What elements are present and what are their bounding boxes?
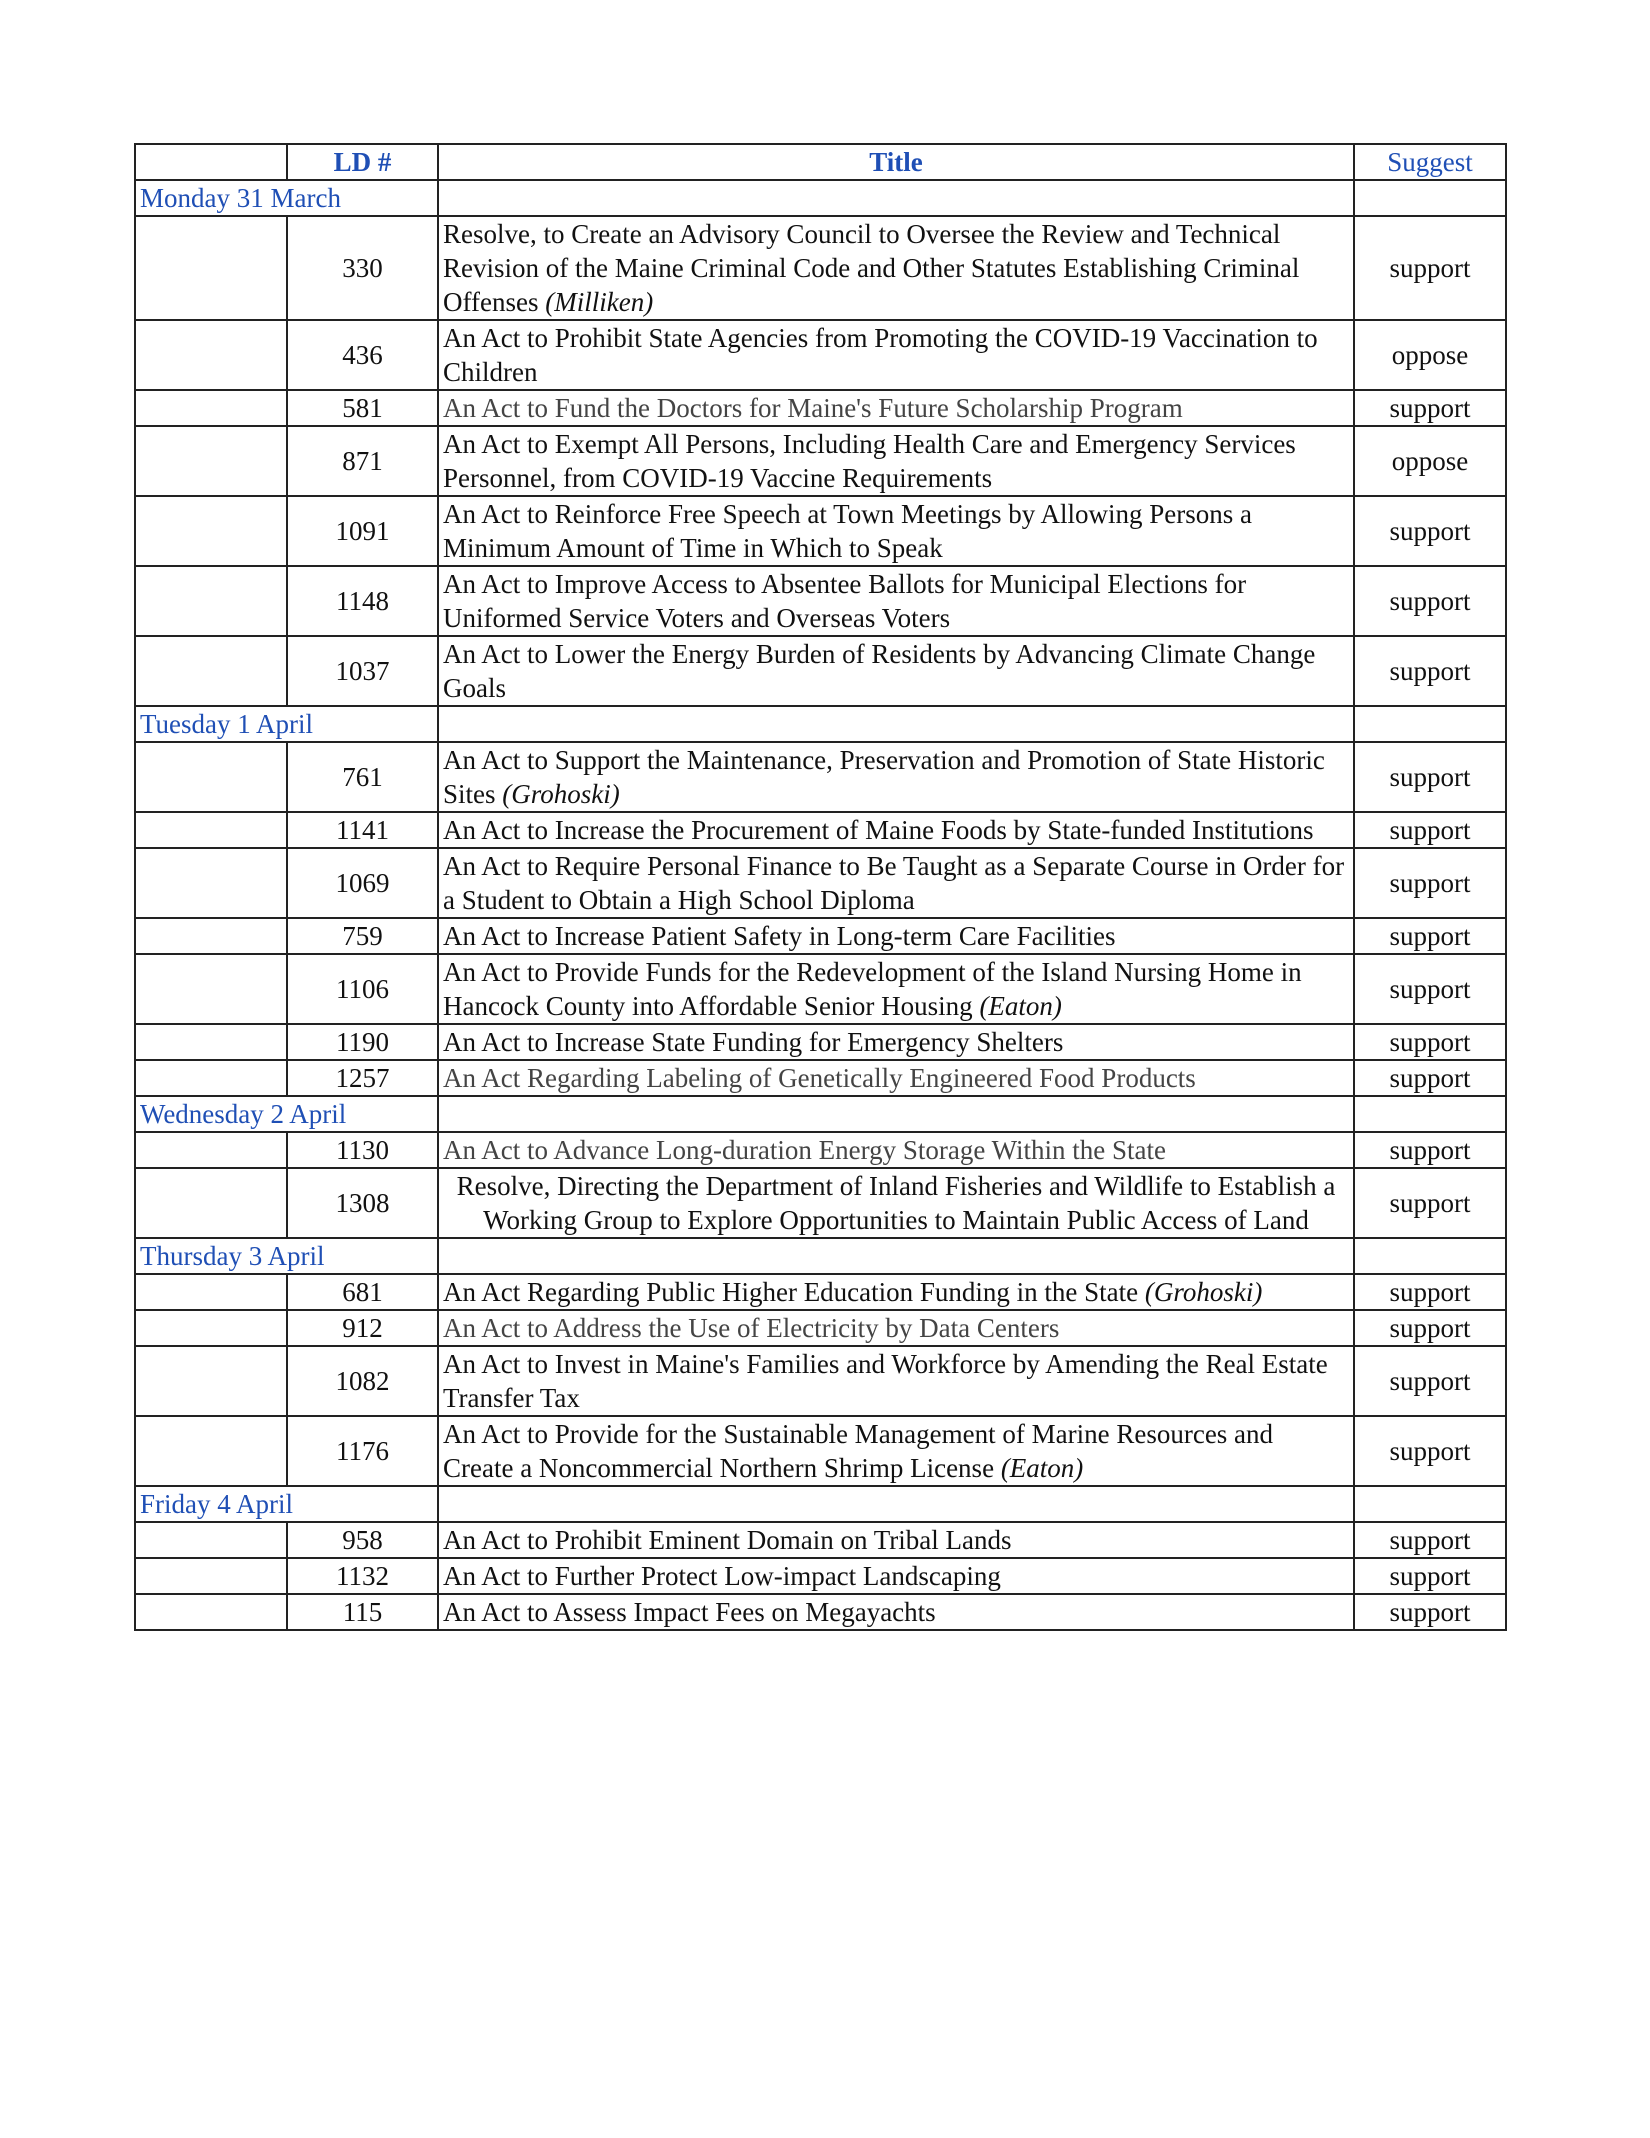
bill-title: An Act to Address the Use of Electricity by Data Centers <box>443 1313 1060 1343</box>
empty-cell <box>135 320 287 390</box>
bill-row <box>135 1522 1506 1558</box>
bill-suggestion: support <box>1354 1522 1506 1558</box>
bill-ld-number: 958 <box>287 1522 438 1558</box>
empty-cell <box>135 1594 287 1630</box>
day-row <box>135 1096 1506 1132</box>
bill-suggestion: support <box>1354 848 1506 918</box>
empty-cell <box>135 636 287 706</box>
bill-title-cell <box>438 320 1354 390</box>
day-label: Thursday 3 April <box>135 1238 438 1274</box>
bill-title: An Act to Increase Patient Safety in Long-term Care Facilities <box>443 921 1116 951</box>
bill-title-cell <box>438 848 1354 918</box>
bill-row <box>135 390 1506 426</box>
empty-cell <box>135 390 287 426</box>
bill-sponsor: (Eaton) <box>979 991 1062 1021</box>
bill-title: An Act to Further Protect Low-impact Landscaping <box>443 1561 1001 1591</box>
empty-cell <box>135 1274 287 1310</box>
empty-cell <box>135 566 287 636</box>
day-row <box>135 1486 1506 1522</box>
bill-title: An Act to Provide Funds for the Redevelopment of the Island Nursing Home in Hancock County into Affordable Senior Housing <box>443 957 1302 1021</box>
bill-suggestion: support <box>1354 496 1506 566</box>
empty-cell <box>135 918 287 954</box>
bill-ld-number: 759 <box>287 918 438 954</box>
bill-suggestion: support <box>1354 742 1506 812</box>
bill-suggestion: support <box>1354 1132 1506 1168</box>
empty-cell <box>1354 706 1506 742</box>
bill-row <box>135 1168 1506 1238</box>
bill-row <box>135 848 1506 918</box>
bill-title: An Act to Provide for the Sustainable Management of Marine Resources and Create a Noncommercial Northern Shrimp License <box>443 1419 1274 1483</box>
bill-ld-number: 1106 <box>287 954 438 1024</box>
bill-ld-number: 1069 <box>287 848 438 918</box>
bill-row <box>135 496 1506 566</box>
bill-suggestion: support <box>1354 566 1506 636</box>
bill-suggestion: oppose <box>1354 320 1506 390</box>
empty-cell <box>1354 1238 1506 1274</box>
bill-ld-number: 581 <box>287 390 438 426</box>
bill-ld-number: 1082 <box>287 1346 438 1416</box>
bill-row <box>135 954 1506 1024</box>
bill-row <box>135 1594 1506 1630</box>
bill-row <box>135 1060 1506 1096</box>
bill-row <box>135 1274 1506 1310</box>
bill-suggestion: support <box>1354 1274 1506 1310</box>
empty-cell <box>135 1346 287 1416</box>
bill-title-cell <box>438 1024 1354 1060</box>
bill-title-cell <box>438 496 1354 566</box>
bill-title: An Act to Fund the Doctors for Maine's Future Scholarship Program <box>443 393 1183 423</box>
day-label: Tuesday 1 April <box>135 706 438 742</box>
day-row <box>135 706 1506 742</box>
bill-row <box>135 426 1506 496</box>
bill-ld-number: 761 <box>287 742 438 812</box>
bill-ld-number: 1037 <box>287 636 438 706</box>
bill-title-cell <box>438 1522 1354 1558</box>
bill-row <box>135 1132 1506 1168</box>
header-day-cell <box>135 144 287 180</box>
empty-cell <box>135 1416 287 1486</box>
bill-title-cell <box>438 1416 1354 1486</box>
bill-row <box>135 1558 1506 1594</box>
bill-sponsor: (Milliken) <box>545 287 654 317</box>
bill-title: An Act to Prohibit State Agencies from Promoting the COVID-19 Vaccination to Children <box>443 323 1318 387</box>
bill-row <box>135 1416 1506 1486</box>
bill-ld-number: 1148 <box>287 566 438 636</box>
bill-ld-number: 871 <box>287 426 438 496</box>
day-row <box>135 1238 1506 1274</box>
bill-suggestion: support <box>1354 1416 1506 1486</box>
bill-title-cell <box>438 1594 1354 1630</box>
bill-title: An Act to Invest in Maine's Families and Workforce by Amending the Real Estate Transfer Tax <box>443 1349 1328 1413</box>
empty-cell <box>135 1168 287 1238</box>
bill-suggestion: support <box>1354 390 1506 426</box>
empty-cell <box>1354 180 1506 216</box>
bills-body <box>135 180 1506 1630</box>
empty-cell <box>135 1558 287 1594</box>
bill-title-cell <box>438 636 1354 706</box>
empty-cell <box>135 496 287 566</box>
bill-title: An Act to Require Personal Finance to Be Taught as a Separate Course in Order for a Student to Obtain a High School Diploma <box>443 851 1345 915</box>
bill-title-cell <box>438 1132 1354 1168</box>
bill-title-cell <box>438 1168 1354 1238</box>
bill-ld-number: 330 <box>287 216 438 320</box>
header-ld: LD # <box>287 144 438 180</box>
bill-title: An Act to Improve Access to Absentee Ballots for Municipal Elections for Uniformed Service Voters and Overseas Voters <box>443 569 1247 633</box>
day-row <box>135 180 1506 216</box>
bill-title-cell <box>438 742 1354 812</box>
bill-title: An Act to Lower the Energy Burden of Residents by Advancing Climate Change Goals <box>443 639 1316 703</box>
bill-suggestion: support <box>1354 1558 1506 1594</box>
bill-title-cell <box>438 1346 1354 1416</box>
bill-suggestion: support <box>1354 216 1506 320</box>
bill-row <box>135 636 1506 706</box>
bill-title-cell <box>438 954 1354 1024</box>
bill-ld-number: 1132 <box>287 1558 438 1594</box>
bill-title: Resolve, Directing the Department of Inland Fisheries and Wildlife to Establish a Working Group to Explore Opportunities to Maintain Public Access of Land <box>456 1171 1336 1235</box>
bill-title: An Act to Prohibit Eminent Domain on Tribal Lands <box>443 1525 1012 1555</box>
bill-suggestion: support <box>1354 812 1506 848</box>
bill-ld-number: 1308 <box>287 1168 438 1238</box>
bill-suggestion: support <box>1354 954 1506 1024</box>
bill-title-cell <box>438 216 1354 320</box>
bill-suggestion: support <box>1354 1168 1506 1238</box>
empty-cell <box>135 1024 287 1060</box>
bill-suggestion: oppose <box>1354 426 1506 496</box>
bill-title-cell <box>438 812 1354 848</box>
bill-ld-number: 1130 <box>287 1132 438 1168</box>
empty-cell <box>135 1060 287 1096</box>
bill-row <box>135 566 1506 636</box>
bill-suggestion: support <box>1354 636 1506 706</box>
bill-title: An Act to Support the Maintenance, Preservation and Promotion of State Historic Sites <box>443 745 1325 809</box>
header-title: Title <box>438 144 1354 180</box>
bill-ld-number: 1257 <box>287 1060 438 1096</box>
bill-sponsor: (Grohoski) <box>502 779 620 809</box>
bill-row <box>135 216 1506 320</box>
bill-title-cell <box>438 918 1354 954</box>
bill-sponsor: (Grohoski) <box>1144 1277 1263 1307</box>
bill-title: An Act to Advance Long-duration Energy Storage Within the State <box>443 1135 1167 1165</box>
bill-row <box>135 1346 1506 1416</box>
empty-cell <box>135 1132 287 1168</box>
bill-title-cell <box>438 1060 1354 1096</box>
bill-title: An Act to Exempt All Persons, Including Health Care and Emergency Services Personnel, from COVID-19 Vaccine Requirements <box>443 429 1296 493</box>
bill-row <box>135 812 1506 848</box>
bill-title: An Act Regarding Public Higher Education Funding in the State <box>443 1277 1139 1307</box>
bill-suggestion: support <box>1354 1310 1506 1346</box>
bill-ld-number: 1176 <box>287 1416 438 1486</box>
bill-row <box>135 1310 1506 1346</box>
empty-cell <box>135 1522 287 1558</box>
empty-cell <box>438 180 1354 216</box>
bill-ld-number: 1141 <box>287 812 438 848</box>
bill-title-cell <box>438 1310 1354 1346</box>
empty-cell <box>1354 1486 1506 1522</box>
bill-ld-number: 912 <box>287 1310 438 1346</box>
bill-ld-number: 115 <box>287 1594 438 1630</box>
bill-suggestion: support <box>1354 1594 1506 1630</box>
empty-cell <box>135 848 287 918</box>
bill-title-cell <box>438 1274 1354 1310</box>
bill-title: An Act to Increase the Procurement of Maine Foods by State-funded Institutions <box>443 815 1314 845</box>
day-label: Friday 4 April <box>135 1486 438 1522</box>
day-label: Monday 31 March <box>135 180 438 216</box>
header-row <box>135 144 1506 180</box>
bill-suggestion: support <box>1354 918 1506 954</box>
empty-cell <box>1354 1096 1506 1132</box>
bill-row <box>135 1024 1506 1060</box>
header-suggest: Suggest <box>1354 144 1506 180</box>
empty-cell <box>135 426 287 496</box>
bill-title-cell <box>438 426 1354 496</box>
bill-suggestion: support <box>1354 1346 1506 1416</box>
bill-title: An Act to Increase State Funding for Emergency Shelters <box>443 1027 1064 1057</box>
bill-title-cell <box>438 566 1354 636</box>
bill-ld-number: 1091 <box>287 496 438 566</box>
bill-row <box>135 918 1506 954</box>
empty-cell <box>438 1238 1354 1274</box>
empty-cell <box>135 812 287 848</box>
bill-ld-number: 436 <box>287 320 438 390</box>
empty-cell <box>135 1310 287 1346</box>
day-label: Wednesday 2 April <box>135 1096 438 1132</box>
empty-cell <box>438 1096 1354 1132</box>
bill-title-cell <box>438 390 1354 426</box>
bill-title: Resolve, to Create an Advisory Council to Oversee the Review and Technical Revision of the Maine Criminal Code and Other Statutes Establishing Criminal Offenses <box>443 219 1300 317</box>
bills-table <box>134 143 1507 1631</box>
empty-cell <box>135 216 287 320</box>
bill-ld-number: 1190 <box>287 1024 438 1060</box>
empty-cell <box>438 1486 1354 1522</box>
bill-title-cell <box>438 1558 1354 1594</box>
bill-ld-number: 681 <box>287 1274 438 1310</box>
bill-suggestion: support <box>1354 1024 1506 1060</box>
bill-title: An Act Regarding Labeling of Genetically Engineered Food Products <box>443 1063 1196 1093</box>
bill-row <box>135 320 1506 390</box>
bill-sponsor: (Eaton) <box>1000 1453 1084 1483</box>
bill-row <box>135 742 1506 812</box>
bill-suggestion: support <box>1354 1060 1506 1096</box>
empty-cell <box>438 706 1354 742</box>
bill-title: An Act to Assess Impact Fees on Megayachts <box>443 1597 936 1627</box>
empty-cell <box>135 954 287 1024</box>
bill-title: An Act to Reinforce Free Speech at Town Meetings by Allowing Persons a Minimum Amount of Time in Which to Speak <box>443 499 1252 563</box>
empty-cell <box>135 742 287 812</box>
